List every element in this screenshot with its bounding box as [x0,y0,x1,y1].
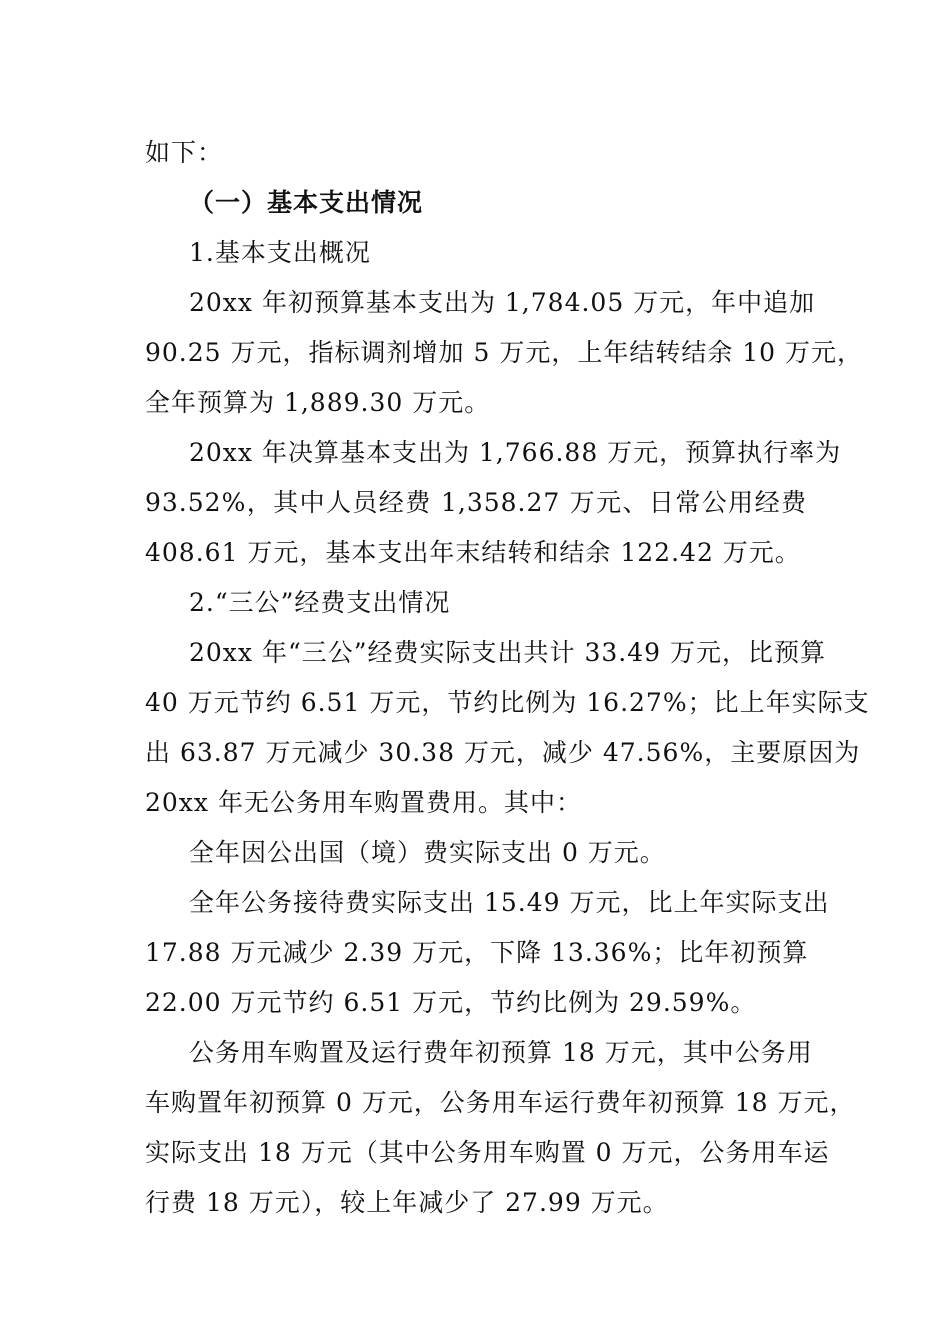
paragraph-line: 实际支出 18 万元（其中公务用车购置 0 万元，公务用车运 [145,1138,830,1167]
paragraph-line: 公务用车购置及运行费年初预算 18 万元，其中公务用 [189,1038,813,1067]
paragraph-line: 车购置年初预算 0 万元，公务用车运行费年初预算 18 万元， [145,1088,856,1117]
paragraph-line: 40 万元节约 6.51 万元，节约比例为 16.27%；比上年实际支 [145,688,870,717]
subsection-heading: 1.基本支出概况 [189,238,371,267]
section-heading: （一）基本支出情况 [189,188,424,217]
paragraph-line: 全年预算为 1,889.30 万元。 [145,388,491,417]
document-body [145,128,870,1228]
paragraph-line: 20xx 年无公务用车购置费用。其中： [145,788,582,817]
paragraph-line: 90.25 万元，指标调剂增加 5 万元，上年结转结余 10 万元， [145,338,864,367]
paragraph-line: 17.88 万元减少 2.39 万元，下降 13.36%；比年初预算 [145,938,809,967]
paragraph-line: 出 63.87 万元减少 30.38 万元，减少 47.56%，主要原因为 [145,738,861,767]
text-line: 如下： [145,138,224,167]
paragraph-line: 93.52%，其中人员经费 1,358.27 万元、日常公用经费 [145,488,807,517]
paragraph-line: 全年因公出国（境）费实际支出 0 万元。 [189,838,666,867]
paragraph-line: 行费 18 万元），较上年减少了 27.99 万元。 [145,1188,669,1217]
paragraph-line: 20xx 年初预算基本支出为 1,784.05 万元，年中追加 [189,288,816,317]
paragraph-line: 20xx 年“三公”经费实际支出共计 33.49 万元，比预算 [189,638,826,667]
subsection-heading: 2.“三公”经费支出情况 [189,588,451,617]
paragraph-line: 20xx 年决算基本支出为 1,766.88 万元，预算执行率为 [189,438,842,467]
paragraph-line: 408.61 万元，基本支出年末结转和结余 122.42 万元。 [145,538,801,567]
paragraph-line: 全年公务接待费实际支出 15.49 万元，比上年实际支出 [189,888,830,917]
paragraph-line: 22.00 万元节约 6.51 万元，节约比例为 29.59%。 [145,988,757,1017]
